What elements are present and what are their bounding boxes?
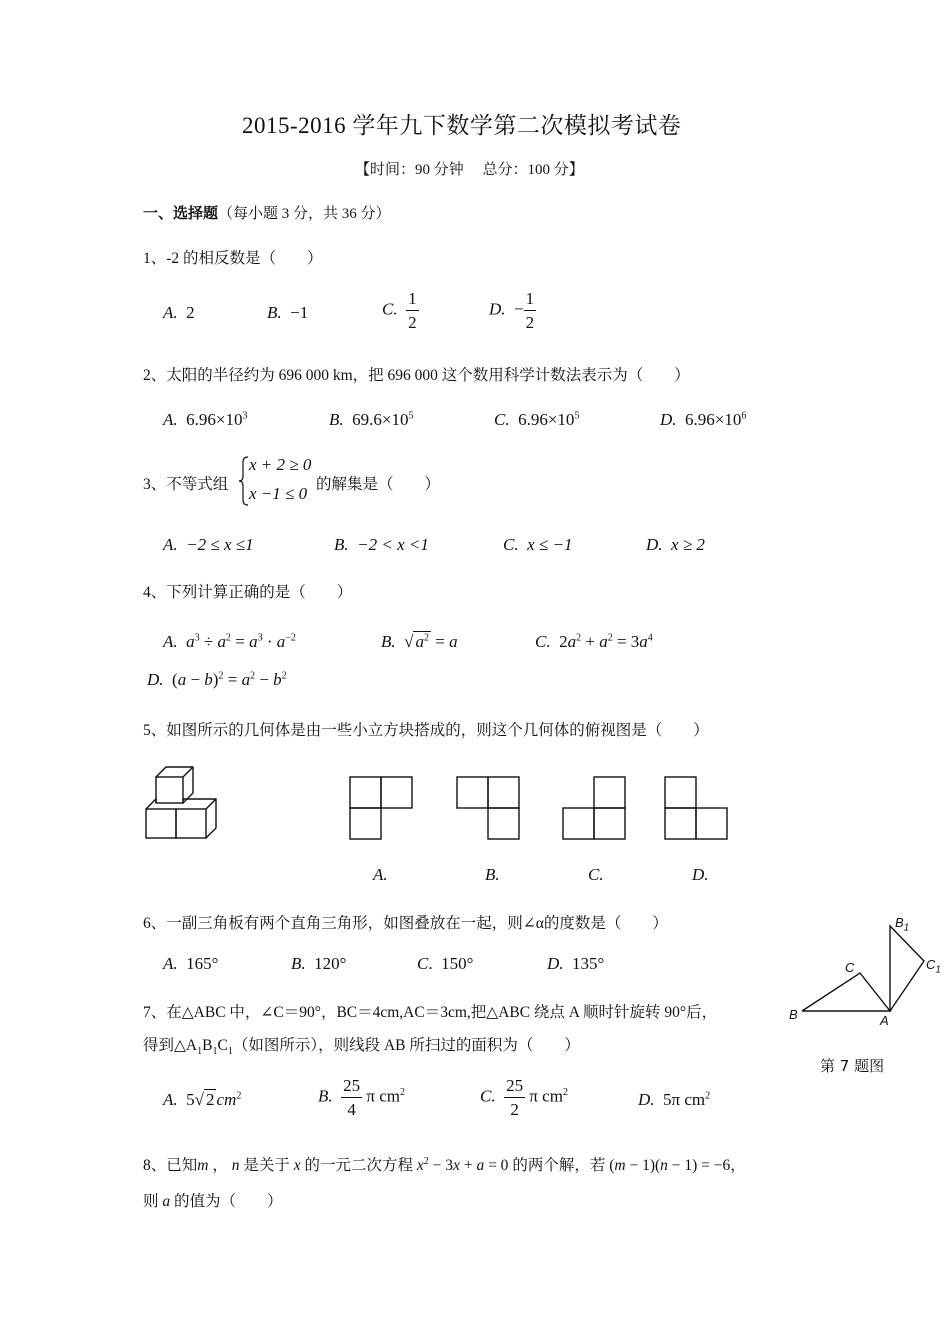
q7-option-a: A. 5√ 2 $cm^2$ (163, 1090, 242, 1109)
q6-option-d: D. 135° (547, 954, 605, 973)
question-7-line2: 得到$\triangle A_1B_1C_1$（如图所示），则线段 AB 所扫过的面积为（ ） (143, 1037, 580, 1058)
q7-fig-label-b1: $B_1$ (895, 915, 910, 934)
q5-solid-figure (140, 765, 225, 845)
q4-option-a: A. $a^3 \div a^2 = a^3 \cdot a^{-2}$ (163, 632, 296, 651)
q1-option-b: B. −1 (267, 303, 309, 322)
q5-label-c: C. (588, 865, 604, 884)
q7-fig-label-c: C (845, 960, 855, 975)
q2-option-d: D. $6.96\times 10^6$ (660, 410, 747, 429)
q6-option-c: C. 150° (417, 954, 474, 973)
q7-figure (780, 910, 950, 1035)
brace-icon (239, 456, 249, 506)
section-note: （每小题 3 分，共 36 分） (218, 206, 391, 222)
q5-label-a: A. (373, 865, 388, 884)
q7-figure-caption: 第 7 题图 (820, 1057, 885, 1075)
q5-option-c-view (561, 775, 631, 841)
q3-option-d: D. x ≥ 2 (646, 535, 705, 554)
q3-option-a: A. −2 ≤ x ≤1 (163, 535, 254, 554)
q4-option-c: C. $2a^2 + a^2 = 3a^4$ (535, 632, 653, 651)
q7-option-c: C. $\frac{25}{2}$ π $cm^2$ (480, 1076, 568, 1119)
question-4: 4、下列计算正确的是（ ） (143, 584, 353, 601)
q3-inequality-2: x −1 ≤ 0 (249, 484, 308, 503)
question-7: 7、在△ABC 中，∠C＝90°，BC＝4cm,AC＝3cm,把△ABC 绕点 A 顺时针旋转 90°后， (143, 1004, 718, 1021)
q3-option-b: B. −2 < x <1 (334, 535, 429, 554)
q3-suffix: 的解集是（ ） (316, 476, 441, 493)
q6-option-a: A. 165° (163, 954, 219, 973)
q6-option-b: B. 120° (291, 954, 347, 973)
q7-fig-label-c1: $C_1$ (926, 957, 941, 976)
question-1: 1、-2 的相反数是（ ） (143, 250, 323, 267)
question-5: 5、如图所示的几何体是由一些小立方块搭成的，则这个几何体的俯视图是（ ） (143, 722, 709, 739)
q2-option-a: A. $6.96\times 10^3$ (163, 410, 248, 429)
q5-label-b: B. (485, 865, 500, 884)
section-title: 一、选择题 (143, 204, 219, 222)
q7-option-b: B. $\frac{25}{4}$ π $cm^2$ (318, 1076, 405, 1119)
q7-fig-label-a: A (880, 1013, 889, 1028)
q5-label-d: D. (692, 865, 709, 884)
q1-option-d: D. − $\frac{1}{2}$ (489, 289, 535, 332)
question-8: 8、已知m ， n 是关于 x 的一元二次方程 $x^2 - 3x + a = 0$ 的两个解，若 (m − 1)(n − 1) = −6， (143, 1155, 746, 1174)
question-6: 6、一副三角板有两个直角三角形，如图叠放在一起，则∠α的度数是（ ） (143, 915, 668, 932)
q3-prefix: 3、不等式组 (143, 476, 229, 493)
question-8-line2: 则 a 的值为（ ） (143, 1193, 283, 1210)
q5-option-d-view (663, 775, 733, 841)
q7-option-d: D. 5π $cm^2$ (638, 1090, 711, 1109)
q3-option-c: C. x ≤ −1 (503, 535, 573, 554)
q7-fig-label-b: B (789, 1007, 798, 1022)
exam-info: 【时间：90 分钟 总分：100 分】 (355, 162, 584, 178)
question-2: 2、太阳的半径约为 696 000 km，把 696 000 这个数用科学计数法表示为（ ） (143, 367, 690, 384)
q3-inequality-1: x + 2 ≥ 0 (249, 455, 312, 474)
q4-option-d: D. $(a - b)^2 = a^2 - b^2$ (147, 670, 287, 689)
q4-option-b: B. √ $a^2 = a$ (381, 632, 458, 651)
q1-option-a: A. 2 (163, 303, 195, 322)
page-title: 2015-2016 学年九下数学第二次模拟考试卷 (242, 113, 682, 138)
q2-option-c: C. $6.96\times 10^5$ (494, 410, 580, 429)
q5-option-a-view (348, 775, 418, 841)
q2-option-b: B. $69.6\times 10^5$ (329, 410, 414, 429)
q1-option-c: C. $\frac{1}{2}$ (382, 289, 417, 332)
q5-option-b-view (455, 775, 525, 841)
section-heading (143, 202, 391, 223)
